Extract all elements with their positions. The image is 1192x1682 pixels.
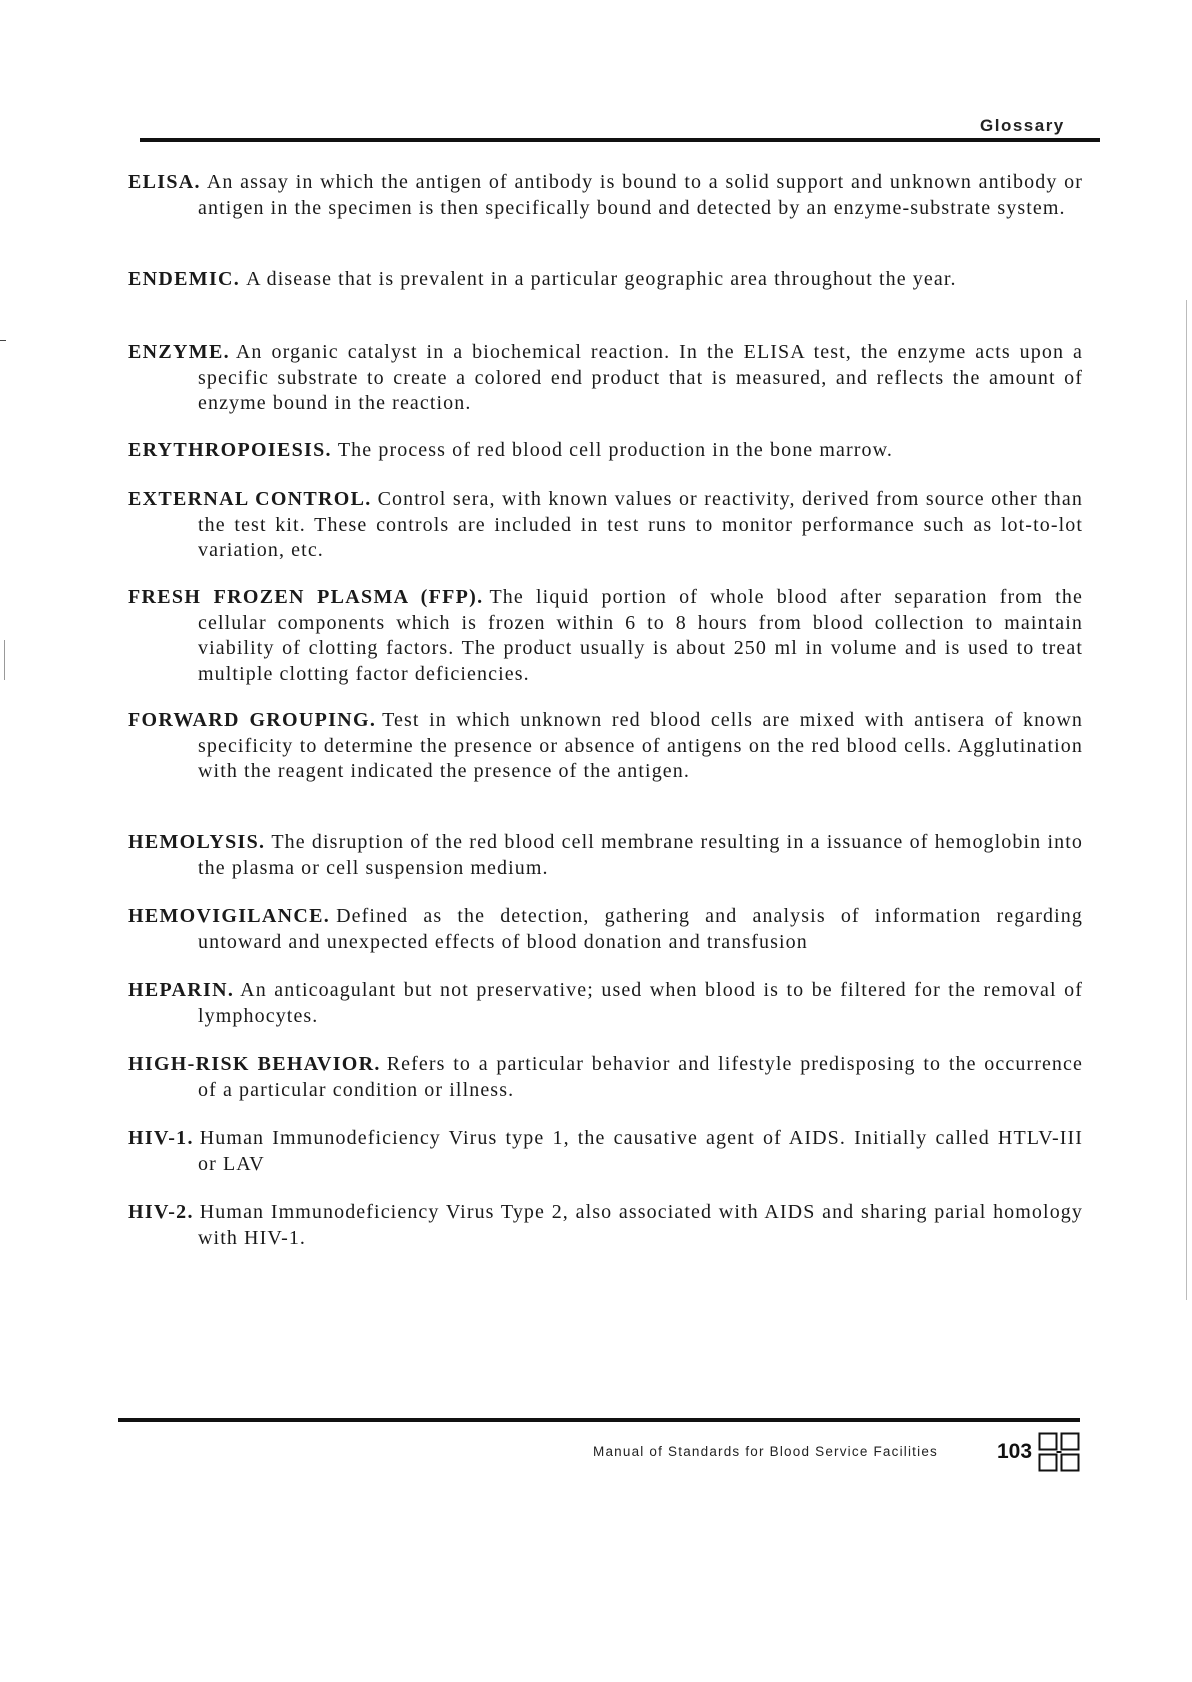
glossary-entry-heparin [128,978,1083,1029]
glossary-term: FORWARD GROUPING. [128,709,377,731]
glossary-definition: Refers to a particular behavior and lifestyle predisposing to the occurrence of a particular condition or illness. [198,1053,1083,1101]
page-number: 103 [997,1440,1033,1463]
scan-artifact-mark [4,640,5,680]
glossary-term: HIV-2. [128,1201,194,1223]
glossary-entry-external-control [128,487,1083,564]
glossary-entry-erythropoiesis [128,438,1083,464]
glossary-entry-fresh-frozen-plasma [128,585,1083,687]
glossary-term: HEMOVIGILANCE. [128,905,331,927]
glossary-definition: An assay in which the antigen of antibody is bound to a solid support and unknown antibody or antigen in the specimen is then specifically bound and detected by an enzyme-substrate system. [198,171,1083,219]
section-label: Glossary [980,116,1065,135]
glossary-definition: The liquid portion of whole blood after separation from the cellular components which is frozen within 6 to 8 hours from blood collection to maintain viability of clotting factors. The product usually is about 250 ml in volume and is used to treat multiple clotting factor deficiencies. [198,586,1083,685]
glossary-definition: The disruption of the red blood cell membrane resulting in a issuance of hemoglobin into the plasma or cell suspension medium. [198,831,1083,879]
glossary-definition: Test in which unknown red blood cells are mixed with antisera of known specificity to determine the presence or absence of antigens on the red blood cells. Agglutination with the reagent indicated the presence of the antigen. [198,709,1083,782]
glossary-entry-hemolysis [128,830,1083,881]
glossary-term: HIGH-RISK BEHAVIOR. [128,1053,381,1075]
glossary-term: ERYTHROPOIESIS. [128,439,332,461]
header-rule [140,138,1100,142]
glossary-entry-hemovigilance [128,904,1083,955]
scan-artifact-mark [0,340,6,341]
glossary-entry-hiv-2 [128,1200,1083,1251]
glossary-definition: Control sera, with known values or reactivity, derived from source other than the test kit. These controls are included in test runs to monitor performance such as lot-to-lot variation, etc. [198,488,1083,561]
glossary-definition: Human Immunodeficiency Virus Type 2, also associated with AIDS and sharing parial homology with HIV-1. [198,1201,1083,1249]
glossary-entry-forward-grouping [128,708,1083,785]
glossary-entry-elisa [128,170,1083,221]
glossary-term: HIV-1. [128,1127,194,1149]
scan-artifact-edge [1186,300,1187,1300]
four-squares-logo-icon [1038,1432,1080,1472]
glossary-term: ENZYME. [128,341,230,363]
glossary-term: EXTERNAL CONTROL. [128,488,372,510]
glossary-term: ELISA. [128,171,201,193]
glossary-term: FRESH FROZEN PLASMA (FFP). [128,586,484,608]
glossary-definition: Defined as the detection, gathering and analysis of information regarding untoward and unexpected effects of blood donation and transfusion [198,905,1083,953]
glossary-term: ENDEMIC. [128,268,241,290]
glossary-term: HEMOLYSIS. [128,831,266,853]
glossary-definition: The process of red blood cell production in the bone marrow. [337,439,893,461]
glossary-entry-endemic [128,267,1083,293]
glossary-term: HEPARIN. [128,979,235,1001]
glossary-definition: An organic catalyst in a biochemical reaction. In the ELISA test, the enzyme acts upon a specific substrate to create a colored end product that is measured, and reflects the amount of enzyme bound in the reaction. [198,341,1083,414]
glossary-definition: Human Immunodeficiency Virus type 1, the causative agent of AIDS. Initially called HTLV-III or LAV [198,1127,1083,1175]
glossary-definition: A disease that is prevalent in a particular geographic area throughout the year. [246,268,957,290]
glossary-entry-enzyme [128,340,1083,417]
glossary-definition: An anticoagulant but not preservative; used when blood is to be filtered for the removal of lymphocytes. [198,979,1083,1027]
glossary-entry-hiv-1 [128,1126,1083,1177]
glossary-entry-high-risk-behavior [128,1052,1083,1103]
footer-rule [118,1418,1080,1422]
publication-title: Manual of Standards for Blood Service Facilities [593,1444,938,1459]
